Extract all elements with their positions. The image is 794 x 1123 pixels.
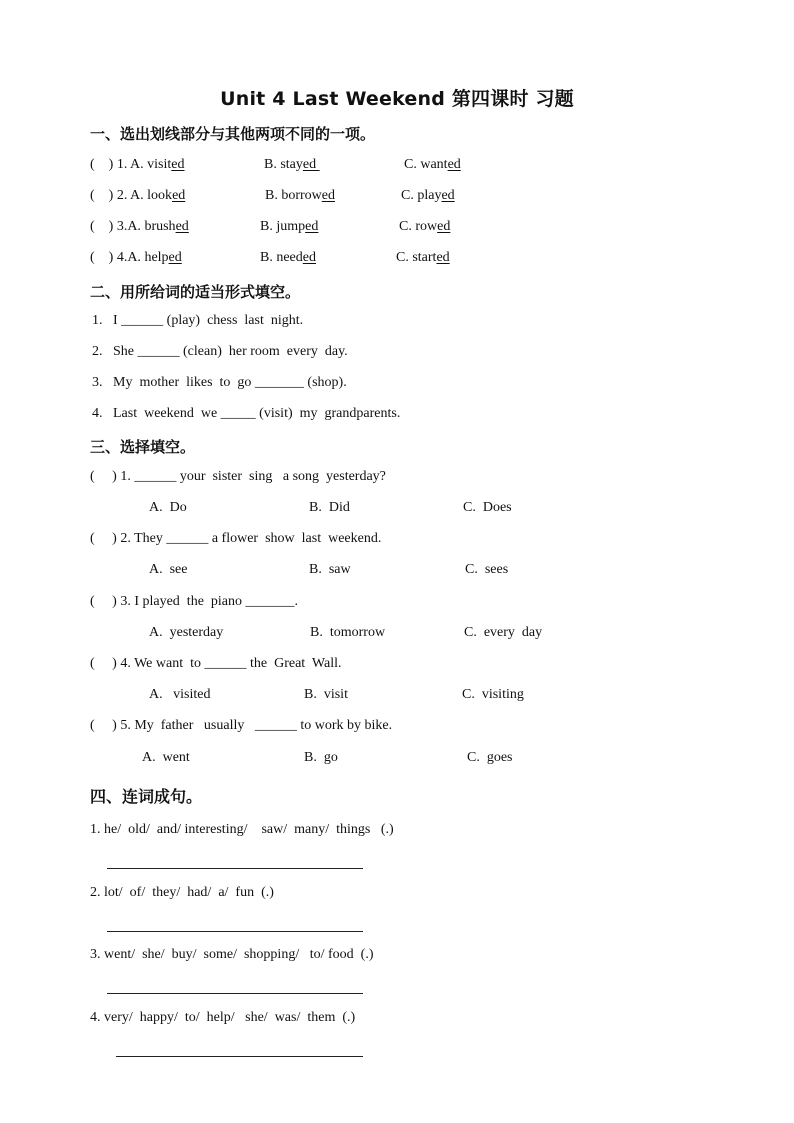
s3-q4-option-c: C. visiting (462, 687, 524, 702)
s3-q1-option-a: A. Do (149, 500, 187, 515)
s3-q5-option-a: A. went (142, 750, 190, 765)
s3-q5-option-b: B. go (304, 750, 338, 765)
s3-q2-option-b: B. saw (309, 562, 351, 577)
s4-answer-line-2[interactable] (107, 931, 363, 932)
s3-q4-option-b: B. visit (304, 687, 348, 702)
s1-item-4-b: B. needed (260, 250, 316, 265)
page-title: Unit 4 Last Weekend 第四课时 习题 (220, 88, 574, 110)
s3-q3-option-b: B. tomorrow (310, 625, 386, 640)
s1-item-3-c: C. rowed (399, 219, 451, 234)
s3-q3: ( ) 3. I played the piano _______. (90, 594, 299, 609)
s4-item-1: 1. he/ old/ and/ interesting/ saw/ many/ things (.) (90, 822, 394, 837)
s1-item-3-num-a: ( ) 3.A. brushed (90, 219, 189, 234)
s3-q5: ( ) 5. My father usually ______ to work by bike. (90, 718, 393, 733)
s3-q2-option-a: A. see (149, 562, 188, 577)
s2-item-2: 2. She ______ (clean) her room every day. (92, 344, 348, 359)
s2-item-1: 1. I ______ (play) chess last night. (92, 313, 304, 328)
s3-q4: ( ) 4. We want to ______ the Great Wall. (90, 656, 342, 671)
s2-item-3: 3. My mother likes to go _______ (shop). (92, 375, 347, 390)
s1-item-1-b: B. stayed (264, 157, 320, 172)
section-4-heading: 四、连词成句。 (90, 787, 203, 806)
s1-item-2-c: C. played (401, 188, 455, 203)
s3-q2-option-c: C. sees (465, 562, 509, 577)
s4-answer-line-3[interactable] (107, 993, 363, 994)
s1-item-2-num-a: ( ) 2. A. looked (90, 188, 186, 203)
s3-q1-option-c: C. Does (463, 500, 512, 515)
s3-q3-option-c: C. every day (464, 625, 543, 640)
s4-item-2: 2. lot/ of/ they/ had/ a/ fun (.) (90, 885, 274, 900)
s4-answer-line-4[interactable] (116, 1056, 363, 1057)
section-2-heading: 二、用所给词的适当形式填空。 (90, 283, 301, 301)
s4-item-4: 4. very/ happy/ to/ help/ she/ was/ them (.) (90, 1010, 356, 1025)
section-1-heading: 一、选出划线部分与其他两项不同的一项。 (90, 125, 376, 143)
s3-q1: ( ) 1. ______ your sister sing a song yesterday? (90, 469, 386, 484)
s3-q3-option-a: A. yesterday (149, 625, 224, 640)
s4-answer-line-1[interactable] (107, 868, 363, 869)
s3-q1-option-b: B. Did (309, 500, 350, 515)
s3-q4-option-a: A. visited (149, 687, 211, 702)
s3-q2: ( ) 2. They ______ a flower show last weekend. (90, 531, 382, 546)
s3-q5-option-c: C. goes (467, 750, 513, 765)
s2-item-4: 4. Last weekend we _____ (visit) my grandparents. (92, 406, 401, 421)
s1-item-4-num-a: ( ) 4.A. helped (90, 250, 182, 265)
s4-item-3: 3. went/ she/ buy/ some/ shopping/ to/ food (.) (90, 947, 374, 962)
s1-item-1-num-a: ( ) 1. A. visited (90, 157, 185, 172)
s1-item-3-b: B. jumped (260, 219, 319, 234)
s1-item-1-c: C. wanted (404, 157, 461, 172)
s1-item-2-b: B. borrowed (265, 188, 335, 203)
section-3-heading: 三、选择填空。 (90, 438, 196, 456)
s1-item-4-c: C. started (396, 250, 450, 265)
